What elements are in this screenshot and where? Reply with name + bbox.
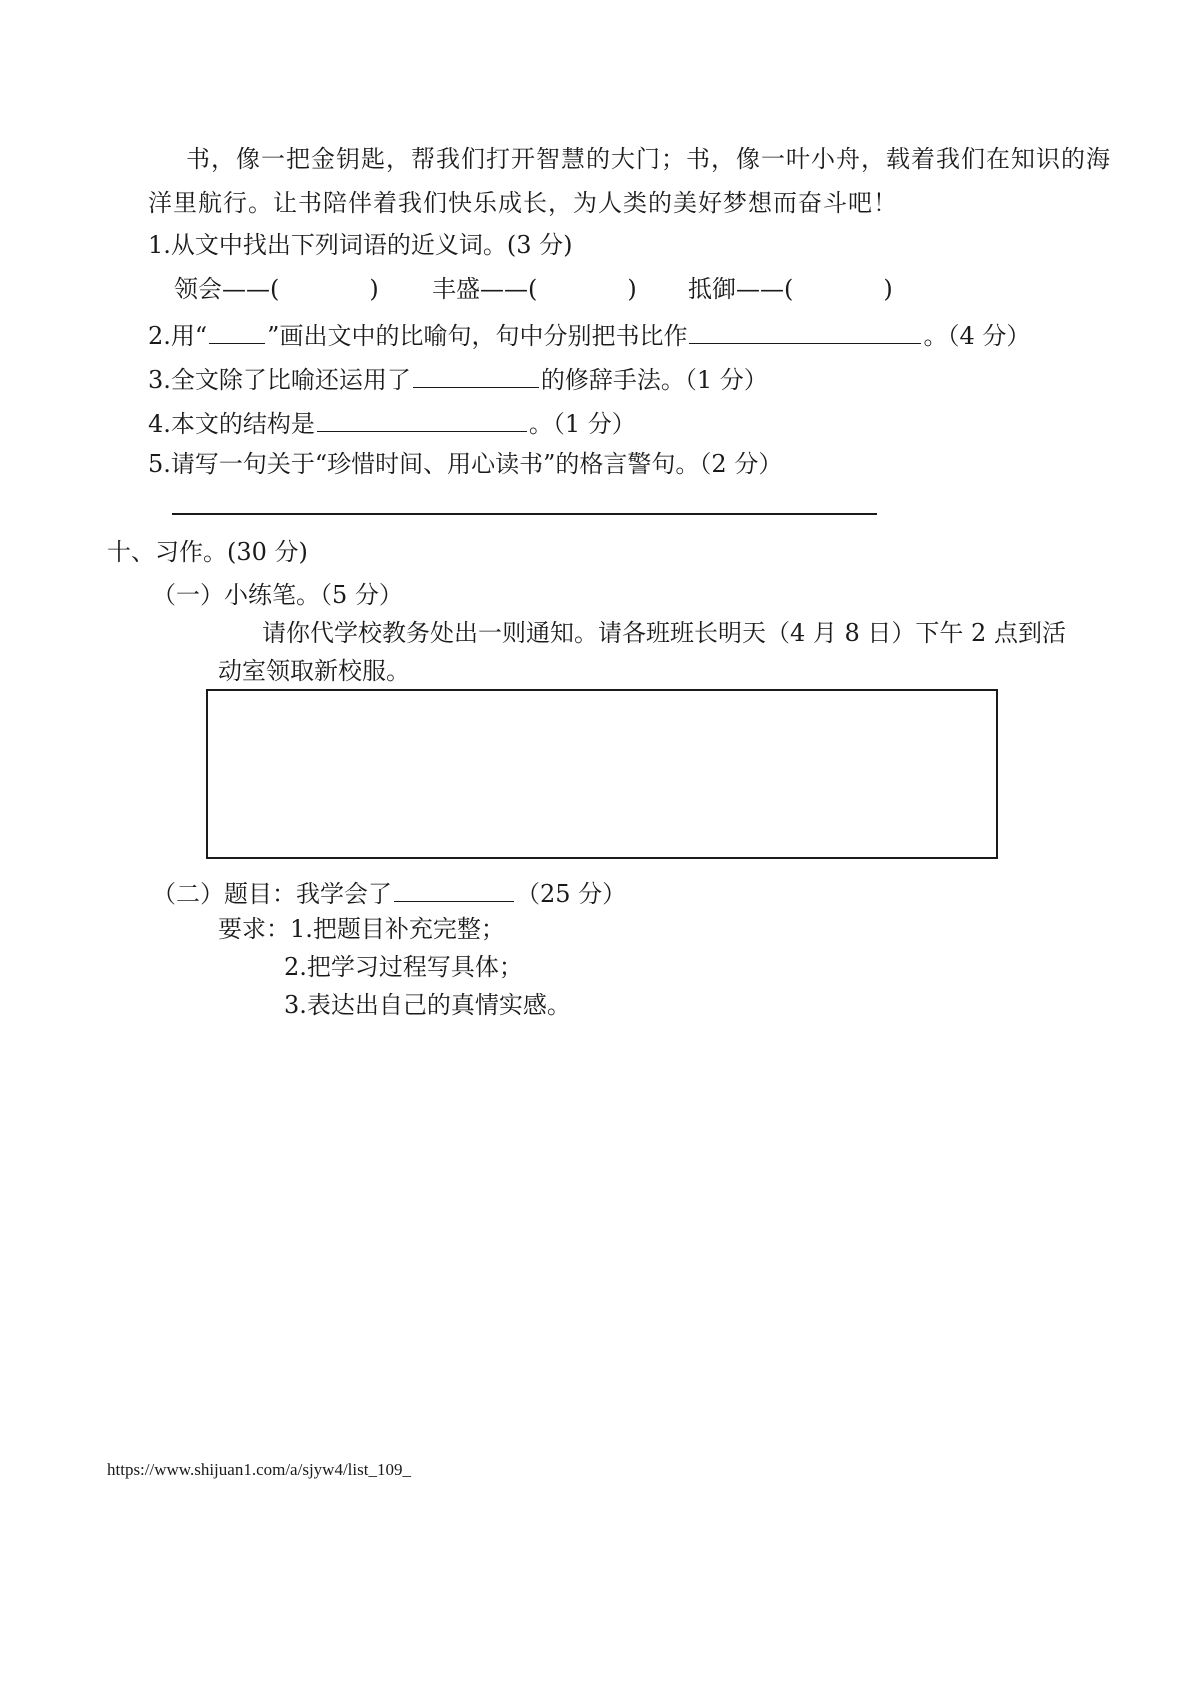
question-3 (148, 365, 768, 392)
footer-url[interactable]: https://www.shijuan1.com/a/sjyw4/list_109_ (107, 1460, 411, 1479)
notice-writing-box[interactable] (206, 689, 998, 859)
part-1-prompt-line-1: 请你代学校教务处出一则通知。请各班班长明天（4 月 8 日）下午 2 点到活 (262, 619, 1066, 647)
passage-line-2: 洋里航行。让书陪伴着我们快乐成长，为人类的美好梦想而奋斗吧！ (148, 189, 898, 217)
part-2-title-post: （25 分） (516, 880, 627, 908)
synonym-close: ) (369, 275, 379, 303)
q3-post: 的修辞手法。（1 分） (540, 366, 768, 394)
q3-answer-blank[interactable] (413, 365, 539, 388)
q2-answer-blank[interactable] (689, 321, 921, 344)
synonym-item-2 (432, 277, 637, 301)
q2-pre: 2.用“ (148, 322, 208, 350)
essay-title-blank[interactable] (394, 879, 514, 902)
section-10-title: 十、习作。(30 分) (107, 538, 308, 566)
requirement-1 (218, 917, 505, 941)
part-1-prompt-line-2: 动室领取新校服。 (218, 657, 410, 685)
synonym-label: 丰盛——( (432, 275, 538, 303)
q5-answer-line[interactable] (172, 513, 877, 515)
q3-pre: 3.全文除了比喻还运用了 (148, 366, 411, 394)
part-2-title-pre: （二）题目：我学会了 (152, 880, 392, 908)
question-5: 5.请写一句关于“珍惜时间、用心读书”的格言警句。（2 分） (148, 450, 783, 478)
question-2 (148, 321, 1030, 348)
q2-post: 。（4 分） (923, 322, 1031, 350)
question-4 (148, 409, 636, 436)
requirement-2: 2.把学习过程写具体； (284, 953, 523, 981)
requirement-label: 要求： (218, 915, 290, 943)
synonym-label: 领会——( (174, 275, 280, 303)
q4-pre: 4.本文的结构是 (148, 410, 315, 438)
synonym-item-3 (688, 277, 893, 301)
part-2-title (152, 879, 626, 906)
q2-mid: ”画出文中的比喻句，句中分别把书比作 (267, 322, 688, 350)
question-1: 1.从文中找出下列词语的近义词。(3 分) (148, 231, 573, 259)
synonym-close: ) (627, 275, 637, 303)
synonym-close: ) (883, 275, 893, 303)
q4-answer-blank[interactable] (317, 409, 527, 432)
q2-mark-blank[interactable] (209, 321, 265, 344)
synonym-label: 抵御——( (688, 275, 794, 303)
passage-line-1: 书，像一把金钥匙，帮我们打开智慧的大门；书，像一叶小舟，载着我们在知识的海 (186, 145, 1111, 173)
requirement-3: 3.表达出自己的真情实感。 (284, 991, 571, 1019)
synonym-item-1 (174, 277, 379, 301)
requirement-1-text: 1.把题目补充完整； (290, 915, 505, 943)
part-1-title: （一）小练笔。（5 分） (152, 581, 403, 609)
q4-post: 。（1 分） (528, 410, 636, 438)
